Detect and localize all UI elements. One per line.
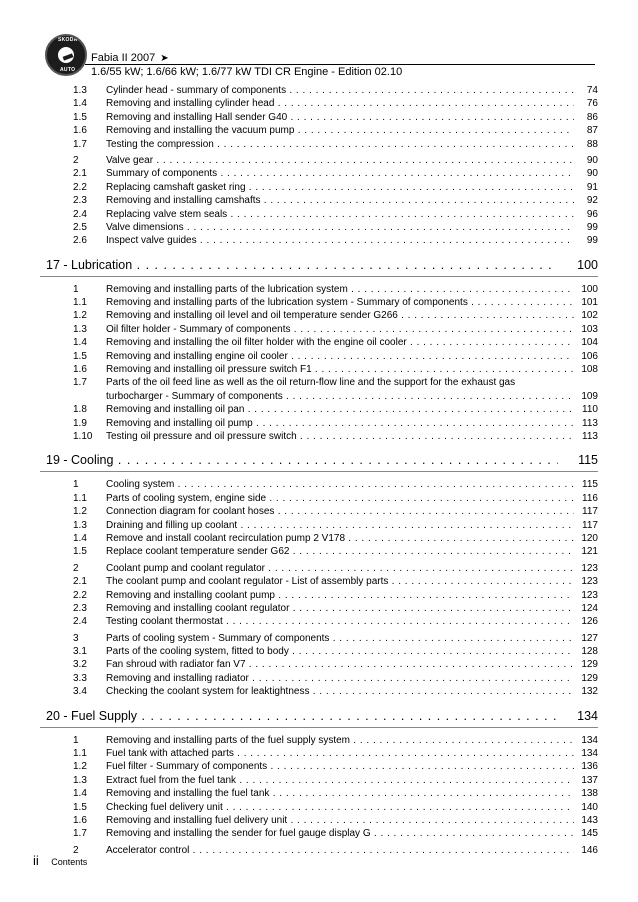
entry-title: Removing and installing oil level and oil temperature sender G266 . . .: [106, 309, 574, 322]
toc-entry[interactable]: [40, 296, 598, 309]
entry-title: Cooling system . . .: [106, 478, 574, 491]
entry-page: 146: [581, 844, 598, 856]
entry-number: 3: [73, 632, 79, 644]
footer-label: Contents: [51, 857, 88, 867]
entry-number: 1.2: [73, 506, 87, 518]
entry-number: 2.1: [73, 576, 87, 588]
toc-entry[interactable]: [40, 403, 598, 416]
toc-entry[interactable]: [40, 417, 598, 430]
entry-title: Valve gear . . .: [106, 154, 574, 167]
table-of-contents: [40, 84, 598, 857]
entry-number: 1.3: [73, 85, 87, 96]
entry-page: 129: [581, 672, 598, 684]
entry-number: 2: [73, 844, 79, 856]
entry-page: 104: [581, 337, 598, 349]
toc-entry[interactable]: [40, 814, 598, 827]
entry-title: Removing and installing the vacuum pump . . .: [106, 124, 574, 137]
entry-page: 106: [581, 350, 598, 362]
entry-number: 1: [73, 283, 79, 295]
entry-number: 1.10: [73, 431, 93, 442]
entry-number: 1.7: [73, 138, 87, 150]
entry-title: Connection diagram for coolant hoses . . .: [106, 505, 574, 518]
entry-page: 124: [581, 602, 598, 614]
toc-entry[interactable]: [40, 602, 598, 615]
page-footer: [33, 852, 87, 870]
toc-entry[interactable]: [40, 672, 598, 685]
chapter-divider: [40, 276, 598, 277]
entry-title: Removing and installing cylinder head . . .: [106, 97, 574, 110]
toc-entry[interactable]: [40, 234, 598, 247]
entry-number: 2.2: [73, 181, 87, 193]
toc-entry[interactable]: [40, 545, 598, 558]
entry-title: Removing and installing the fuel tank . . .: [106, 787, 574, 800]
entry-page: 99: [586, 235, 598, 247]
toc-entry[interactable]: [40, 734, 598, 747]
entry-title: Parts of cooling system, engine side . . .: [106, 492, 574, 505]
entry-title: The coolant pump and coolant regulator - List of assembly parts . . .: [106, 575, 574, 588]
entry-page: 115: [582, 479, 598, 491]
entry-title: Extract fuel from the fuel tank . . .: [106, 774, 574, 787]
entry-page: 96: [586, 208, 598, 220]
entry-page: 110: [582, 404, 598, 416]
entry-number: 1: [73, 734, 79, 746]
toc-entry[interactable]: [40, 774, 598, 787]
entry-title: Removing and installing the oil filter holder with the engine oil cooler . . .: [106, 336, 574, 349]
entry-page: 103: [581, 323, 598, 335]
entry-number: 1.3: [73, 519, 87, 531]
entry-number: 2.4: [73, 208, 87, 220]
toc-entry[interactable]: [40, 336, 598, 349]
toc-entry[interactable]: [40, 181, 598, 194]
entry-number: 1.4: [73, 532, 87, 544]
toc-entry[interactable]: [40, 519, 598, 532]
toc-entry[interactable]: [40, 124, 598, 137]
entry-title: Testing coolant thermostat . . .: [106, 615, 574, 628]
entry-number: 1.3: [73, 323, 87, 335]
toc-entry[interactable]: [40, 363, 598, 376]
entry-title: Removing and installing fuel delivery unit . . .: [106, 814, 574, 827]
entry-number: 1.1: [73, 492, 87, 504]
toc-entry[interactable]: [40, 827, 598, 840]
entry-title: Fan shroud with radiator fan V7 . . .: [106, 658, 574, 671]
toc-entry[interactable]: [40, 645, 598, 658]
entry-number: 2: [73, 154, 79, 166]
toc-entry[interactable]: [40, 194, 598, 207]
entry-page: 136: [581, 761, 598, 773]
entry-number: 2.3: [73, 602, 87, 614]
entry-number: 1.5: [73, 111, 87, 123]
entry-title: Replacing camshaft gasket ring . . .: [106, 181, 574, 194]
entry-title: Fuel filter - Summary of components . . .: [106, 760, 574, 773]
toc-entry[interactable]: [40, 167, 598, 180]
entry-page: 100: [581, 283, 598, 295]
entry-title: Removing and installing the sender for fuel gauge display G . . .: [106, 827, 574, 840]
entry-title: Parts of the cooling system, fitted to body . . .: [106, 645, 574, 658]
entry-number: 1.7: [73, 828, 87, 840]
chapter-title: 19 - Cooling . . .: [46, 453, 558, 467]
entry-title: Cylinder head - summary of components . . .: [106, 84, 574, 97]
entry-title: Valve dimensions . . .: [106, 221, 574, 234]
entry-page: 101: [581, 297, 598, 309]
toc-entry[interactable]: [40, 589, 598, 602]
toc-entry[interactable]: [40, 505, 598, 518]
entry-number: 3.4: [73, 686, 87, 698]
toc-entry[interactable]: [40, 760, 598, 773]
entry-title-line1: Parts of the oil feed line as well as the oil return-flow line and the support for the exhaust gas: [106, 377, 516, 389]
chapter-heading[interactable]: [40, 254, 598, 278]
entry-number: 3.1: [73, 646, 87, 658]
entry-page: 134: [581, 748, 598, 760]
entry-number: 2.6: [73, 235, 87, 247]
toc-entry[interactable]: [40, 84, 598, 97]
entry-number: 1.6: [73, 814, 87, 826]
entry-page: 123: [581, 576, 598, 588]
entry-number: 1.2: [73, 761, 87, 773]
entry-page: 137: [581, 774, 598, 786]
entry-number: 1.9: [73, 417, 87, 429]
entry-number: 1.4: [73, 337, 87, 349]
header-divider: [85, 64, 595, 65]
entry-title: Replacing valve stem seals . . .: [106, 208, 574, 221]
chapter-heading[interactable]: [40, 449, 598, 473]
entry-number: 3.3: [73, 672, 87, 684]
entry-page: 90: [586, 154, 598, 166]
entry-number: 1.2: [73, 310, 87, 322]
entry-title: Removing and installing oil pan . . .: [106, 403, 574, 416]
entry-title: Testing the compression . . .: [106, 138, 574, 151]
entry-number: 2.2: [73, 589, 87, 601]
entry-page: 128: [581, 646, 598, 658]
entry-number: 1: [73, 479, 79, 491]
chapter-divider: [40, 471, 598, 472]
chapter-divider: [40, 727, 598, 728]
entry-page: 117: [582, 519, 598, 531]
entry-page: 99: [586, 221, 598, 233]
toc-entry[interactable]: [40, 478, 598, 491]
entry-number: 2: [73, 562, 79, 574]
entry-page: 92: [586, 195, 598, 207]
chapter-page: 134: [577, 708, 598, 723]
entry-title: Removing and installing Hall sender G40 . . .: [106, 111, 574, 124]
entry-page: 116: [582, 492, 598, 504]
entry-title: Remove and install coolant recirculation pump 2 V178 . . .: [106, 532, 574, 545]
entry-number: 1.5: [73, 801, 87, 813]
entry-title: Accelerator control . . .: [106, 844, 574, 857]
logo-text-top: ŠKODA: [58, 37, 78, 43]
chapter-heading[interactable]: [40, 705, 598, 729]
entry-number: 1.4: [73, 98, 87, 110]
chapter-title: 17 - Lubrication . . .: [46, 258, 558, 272]
toc-entry[interactable]: [40, 685, 598, 698]
entry-page: 143: [581, 814, 598, 826]
skoda-logo: [45, 34, 87, 76]
chapter-page: 100: [577, 257, 598, 272]
toc-entry[interactable]: [40, 575, 598, 588]
entry-title: Removing and installing coolant regulator . . .: [106, 602, 574, 615]
toc-entry[interactable]: [40, 221, 598, 234]
entry-number: 1.6: [73, 364, 87, 376]
logo-emblem: [56, 45, 76, 65]
toc-entry[interactable]: [40, 208, 598, 221]
entry-title: Oil filter holder - Summary of components . . .: [106, 323, 574, 336]
entry-page: 132: [581, 686, 598, 698]
toc-entry[interactable]: [40, 323, 598, 336]
entry-page: 121: [581, 546, 598, 558]
entry-title: Parts of cooling system - Summary of components . . .: [106, 632, 574, 645]
chapter-page: 115: [578, 453, 598, 468]
entry-title: Removing and installing engine oil cooler . . .: [106, 350, 574, 363]
entry-page: 74: [586, 85, 598, 96]
entry-title: Replace coolant temperature sender G62 . . .: [106, 545, 574, 558]
entry-title: Summary of components . . .: [106, 167, 574, 180]
entry-title: Removing and installing parts of the fuel supply system . . .: [106, 734, 574, 747]
toc-entry[interactable]: [40, 658, 598, 671]
entry-page: 127: [581, 632, 598, 644]
entry-number: 1.4: [73, 788, 87, 800]
toc-entry[interactable]: [40, 309, 598, 322]
entry-number: 1.6: [73, 125, 87, 137]
entry-number: 1.8: [73, 404, 87, 416]
toc-entry[interactable]: [40, 844, 598, 857]
toc-entry[interactable]: [40, 350, 598, 363]
document-title: [91, 52, 169, 64]
entry-page: 123: [581, 589, 598, 601]
entry-page: 102: [581, 310, 598, 322]
entry-title: Removing and installing camshafts . . .: [106, 194, 574, 207]
entry-page: 90: [586, 168, 598, 180]
page-number: ii: [33, 853, 39, 868]
entry-number: 1.5: [73, 546, 87, 558]
entry-title: Draining and filling up coolant . . .: [106, 519, 574, 532]
entry-page: 76: [586, 98, 598, 110]
entry-page: 138: [581, 788, 598, 800]
entry-title: Removing and installing oil pressure switch F1 . . .: [106, 363, 574, 376]
entry-page: 126: [581, 616, 598, 628]
entry-number: 1.3: [73, 774, 87, 786]
toc-entry[interactable]: [40, 154, 598, 167]
winged-arrow-icon: [63, 53, 74, 60]
entry-number: 1.5: [73, 350, 87, 362]
entry-page: 120: [581, 532, 598, 544]
entry-number: 2.5: [73, 221, 87, 233]
toc-entry[interactable]: [40, 376, 598, 403]
toc-entry[interactable]: [40, 632, 598, 645]
entry-number: 2.4: [73, 616, 87, 628]
entry-title: Removing and installing oil pump . . .: [106, 417, 574, 430]
toc-entry[interactable]: [40, 747, 598, 760]
entry-number: 2.3: [73, 195, 87, 207]
entry-page: 109: [581, 390, 598, 402]
toc-entry[interactable]: [40, 801, 598, 814]
entry-page: 123: [581, 562, 598, 574]
toc-entry[interactable]: [40, 430, 598, 443]
entry-title: Testing oil pressure and oil pressure switch . . .: [106, 430, 574, 443]
toc-entry[interactable]: [40, 283, 598, 296]
entry-title: Removing and installing parts of the lubrication system . . .: [106, 283, 574, 296]
toc-entry[interactable]: [40, 562, 598, 575]
entry-page: 87: [586, 125, 598, 137]
logo-text-bottom: AUTO: [60, 67, 76, 73]
toc-entry[interactable]: [40, 532, 598, 545]
entry-page: 113: [582, 417, 598, 429]
entry-title: Removing and installing radiator . . .: [106, 672, 574, 685]
entry-page: 91: [586, 181, 598, 193]
entry-title: Inspect valve guides . . .: [106, 234, 574, 247]
entry-number: 1.7: [73, 377, 87, 389]
entry-title: Checking fuel delivery unit . . .: [106, 801, 574, 814]
entry-page: 88: [586, 138, 598, 150]
entry-title: turbocharger - Summary of components . . .: [106, 390, 574, 403]
entry-page: 86: [586, 111, 598, 123]
toc-entry[interactable]: [40, 111, 598, 124]
entry-page: 129: [581, 659, 598, 671]
entry-number: 1.1: [73, 297, 87, 309]
document-subtitle: 1.6/55 kW; 1.6/66 kW; 1.6/77 kW TDI CR Engine - Edition 02.10: [91, 66, 403, 78]
entry-title: Coolant pump and coolant regulator . . .: [106, 562, 574, 575]
chapter-title: 20 - Fuel Supply . . .: [46, 709, 558, 723]
toc-entry[interactable]: [40, 138, 598, 151]
entry-number: 1.1: [73, 748, 87, 760]
model-name: Fabia II 2007: [91, 52, 156, 64]
entry-page: 117: [582, 506, 598, 518]
toc-entry[interactable]: [40, 615, 598, 628]
toc-entry[interactable]: [40, 97, 598, 110]
entry-title: Removing and installing coolant pump . . .: [106, 589, 574, 602]
entry-title: Removing and installing parts of the lubrication system - Summary of components . . .: [106, 296, 574, 309]
entry-page: 145: [581, 828, 598, 840]
entry-page: 134: [581, 734, 598, 746]
entry-page: 140: [581, 801, 598, 813]
entry-page: 113: [582, 431, 598, 442]
entry-title: Checking the coolant system for leaktightness . . .: [106, 685, 574, 698]
entry-number: 3.2: [73, 659, 87, 671]
toc-entry[interactable]: [40, 787, 598, 800]
toc-entry[interactable]: [40, 492, 598, 505]
entry-page: 108: [581, 364, 598, 376]
entry-title: Fuel tank with attached parts . . .: [106, 747, 574, 760]
page-header: [0, 0, 638, 80]
arrow-right-icon: ➤: [160, 53, 169, 64]
entry-number: 2.1: [73, 168, 87, 180]
